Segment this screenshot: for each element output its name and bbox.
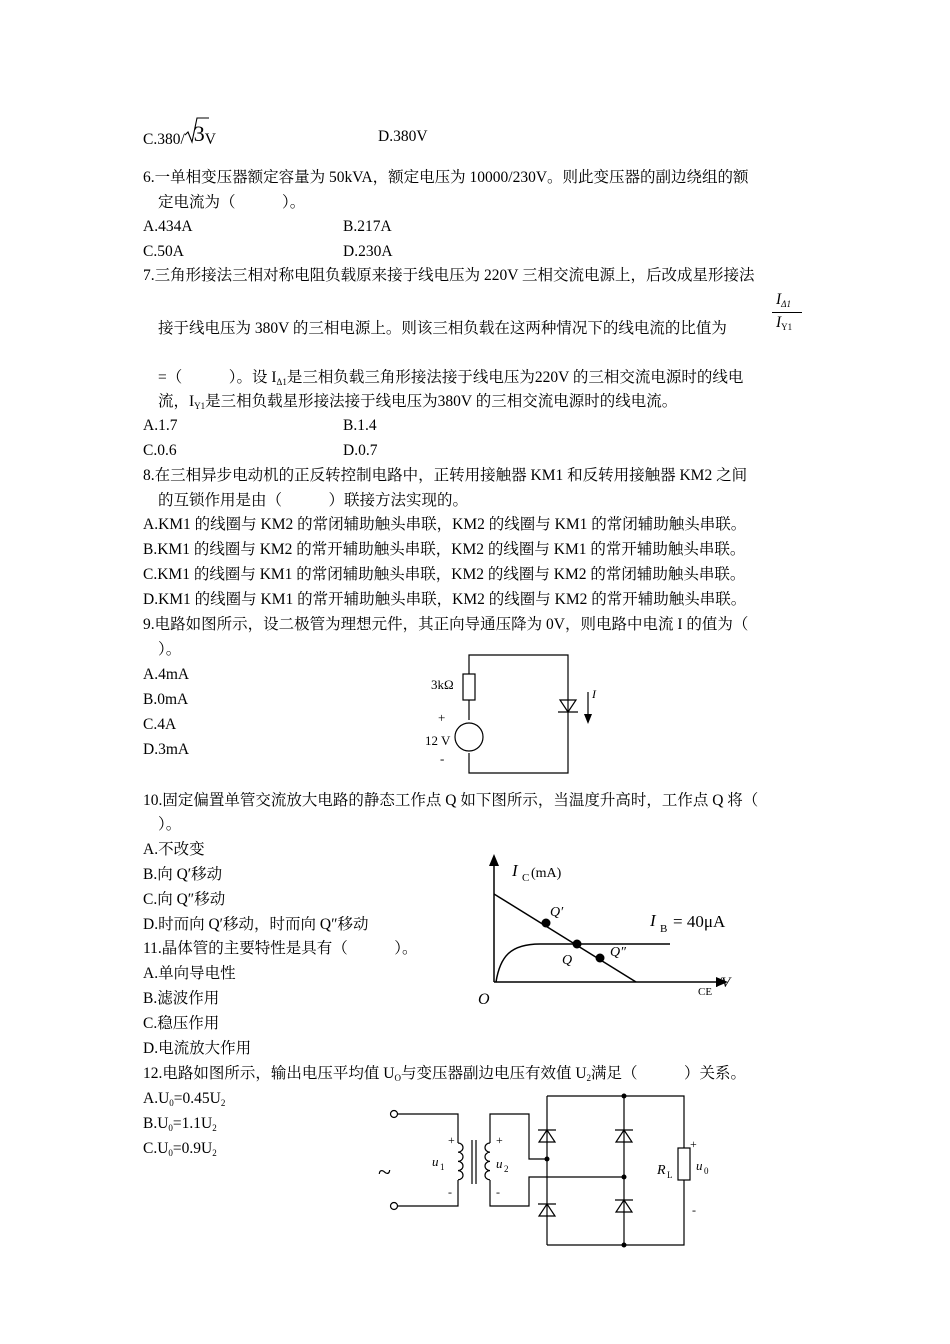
q8-stem-line1: 8.在三相异步电动机的正反转控制电路中，正转用接触器 KM1 和反转用接触器 KM2 之间: [143, 467, 748, 484]
q12-rl-sub: L: [667, 1170, 673, 1180]
q12-junction-4: [622, 1243, 627, 1248]
q7-fraction-numerator: $I_{\Delta 1}$: [776, 291, 791, 309]
q12-option-a: $A.U_0=0.45U_2$: [143, 1090, 226, 1108]
q12-output-minus: -: [692, 1203, 696, 1217]
q12-stem-line1: 12.电路如图所示，输出电压平均值 $U_O$与变压器副边电压有效值 $U_2$满足（ ）关系。: [143, 1065, 747, 1083]
q12-u0-label: u: [696, 1158, 703, 1173]
q10-option-a: A.不改变: [143, 841, 205, 858]
q7-option-d: D.0.7: [343, 442, 378, 459]
q10-output-characteristic-graph: [470, 852, 750, 1012]
q12-terminal-top: [391, 1111, 398, 1118]
q10-ib-value: = 40μA: [673, 912, 726, 931]
q10-point-q2: [596, 954, 605, 963]
q9-option-d: D.3mA: [143, 741, 190, 758]
q10-x-sub: CE: [698, 986, 713, 998]
q9-resistor-label: 3kΩ: [431, 677, 454, 692]
q10-option-d: D.时而向 Q′移动，时而向 Q″移动: [143, 916, 369, 933]
q7-stem-line2: 接于线电压为 380V 的三相电源上。则该三相负载在这两种情况下的线电流的比值为: [158, 320, 727, 337]
q10-x-unit: /V: [717, 975, 731, 991]
q12-u0-sub: 0: [704, 1166, 709, 1176]
q6-stem-line2: 定电流为（ ）。: [158, 194, 306, 211]
q10-load-line: [494, 894, 636, 982]
q7-fraction-denominator: $I_{Y1}$: [776, 314, 793, 332]
q6-stem-line1: 6.一单相变压器额定容量为 50kVA，额定电压为 10000/230V。则此变压器的副边绕组的额: [143, 169, 749, 186]
q12-junction-3: [622, 1094, 627, 1099]
q9-current-label: I: [592, 687, 596, 701]
q9-voltage-label: 12 V: [425, 733, 451, 748]
q11-option-c: C.稳压作用: [143, 1015, 220, 1032]
q10-option-c: C.向 Q″移动: [143, 891, 226, 908]
q10-y-label: I: [512, 861, 518, 880]
q9-current-arrow-head: [584, 714, 592, 724]
q9-circuit-diagram: [420, 650, 620, 780]
q11-stem-line1: 11.晶体管的主要特性是具有（ ）。: [143, 940, 418, 957]
q12-option-c: $C.U_0=0.9U_2$: [143, 1140, 217, 1158]
q12-rectifier-circuit-diagram: [372, 1088, 709, 1258]
q5-option-c: C.380/ 3V: [143, 127, 216, 150]
q10-point-q: [573, 940, 582, 949]
q8-stem-line2: 的互锁作用是由（ ）联接方法实现的。: [158, 492, 469, 509]
q10-y-axis-arrow: [489, 854, 499, 866]
q12-terminal-bottom: [391, 1203, 398, 1210]
q12-u1-label: u: [432, 1154, 439, 1169]
q12-secondary-plus: +: [496, 1133, 503, 1147]
q12-primary-minus: -: [448, 1185, 452, 1199]
q10-q-label: Q: [562, 953, 573, 968]
q12-load-resistor: [678, 1148, 690, 1180]
q12-ac-source-symbol: ~: [378, 1160, 391, 1186]
q10-option-b: B.向 Q′移动: [143, 866, 223, 883]
q10-stem-line2: ）。: [158, 816, 182, 833]
q12-junction-1: [545, 1157, 550, 1162]
q12-u2-sub: 2: [504, 1164, 509, 1174]
q9-option-a: A.4mA: [143, 666, 190, 683]
q8-option-a: A.KM1 的线圈与 KM2 的常闭辅助触头串联，KM2 的线圈与 KM1 的常闭辅助触头串联。: [143, 516, 747, 533]
q10-y-unit: (mA): [531, 866, 562, 881]
q9-circuit-wire: [469, 655, 568, 773]
q10-q1-label: Q′: [550, 905, 564, 920]
q7-option-a: A.1.7: [143, 417, 178, 434]
q12-secondary-winding: [485, 1143, 490, 1180]
q12-u2-label: u: [496, 1156, 503, 1171]
q10-origin-label: O: [478, 991, 490, 1008]
q9-option-b: B.0mA: [143, 691, 189, 708]
q6-option-d: D.230A: [343, 243, 393, 260]
q7-stem-line4: 流，$I_{Y1}$是三相负载星形接法接于线电压为380V 的三相交流电源时的线电流。: [158, 393, 678, 411]
q11-option-b: B.滤波作用: [143, 990, 220, 1007]
q10-ib-sub: B: [660, 923, 668, 935]
q8-option-b: B.KM1 的线圈与 KM2 的常开辅助触头串联，KM2 的线圈与 KM1 的常开辅助触头串联。: [143, 541, 746, 558]
q12-rl-label: R: [657, 1163, 666, 1178]
q6-option-c: C.50A: [143, 243, 184, 260]
q10-ib-label: I: [650, 911, 656, 930]
q8-option-d: D.KM1 的线圈与 KM1 的常开辅助触头串联，KM2 的线圈与 KM2 的常开辅助触头串联。: [143, 591, 747, 608]
q12-output-top-wire: [547, 1096, 684, 1148]
sqrt-expression: 3: [185, 127, 205, 150]
q10-stem-line1: 10.固定偏置单管交流放大电路的静态工作点 Q 如下图所示，当温度升高时，工作点 Q 将（: [143, 792, 759, 809]
q7-option-b: B.1.4: [343, 417, 377, 434]
q9-plus-label: +: [438, 710, 446, 725]
q12-option-b: $B.U_0=1.1U_2$: [143, 1115, 217, 1133]
q9-resistor: [463, 674, 475, 700]
q6-option-b: B.217A: [343, 218, 392, 235]
q7-stem-line3: =（ ）。设 $I_{\Delta 1}$是三相负载三角形接法接于线电压为220V 的三相交流电源时的线电: [158, 369, 744, 387]
q9-stem-line1: 9.电路如图所示，设二极管为理想元件，其正向导通压降为 0V，则电路中电流 I 的值为（: [143, 616, 749, 633]
q5-option-d: D.380V: [378, 128, 428, 145]
q11-option-d: D.电流放大作用: [143, 1040, 252, 1057]
q8-option-c: C.KM1 的线圈与 KM1 的常闭辅助触头串联，KM2 的线圈与 KM2 的常闭辅助触头串联。: [143, 566, 746, 583]
q9-voltage-source: [455, 723, 483, 751]
q9-option-c: C.4A: [143, 716, 177, 733]
q7-stem-line1: 7.三角形接法三相对称电阻负载原来接于线电压为 220V 三相交流电源上，后改成星形接法: [143, 267, 755, 284]
q12-output-plus: +: [690, 1137, 697, 1151]
q9-stem-line2: ）。: [158, 641, 182, 658]
q12-primary-winding: [458, 1143, 463, 1180]
q11-option-a: A.单向导电性: [143, 965, 236, 982]
q12-u1-sub: 1: [440, 1162, 445, 1172]
q10-y-sub: C: [522, 872, 530, 884]
q12-secondary-wire-bottom: [490, 1177, 624, 1206]
q7-option-c: C.0.6: [143, 442, 177, 459]
q9-minus-label: -: [440, 751, 445, 766]
q10-q2-label: Q″: [610, 945, 626, 960]
q12-primary-plus: +: [448, 1133, 455, 1147]
q6-option-a: A.434A: [143, 218, 193, 235]
q12-secondary-minus: -: [496, 1185, 500, 1199]
q12-junction-2: [622, 1175, 627, 1180]
